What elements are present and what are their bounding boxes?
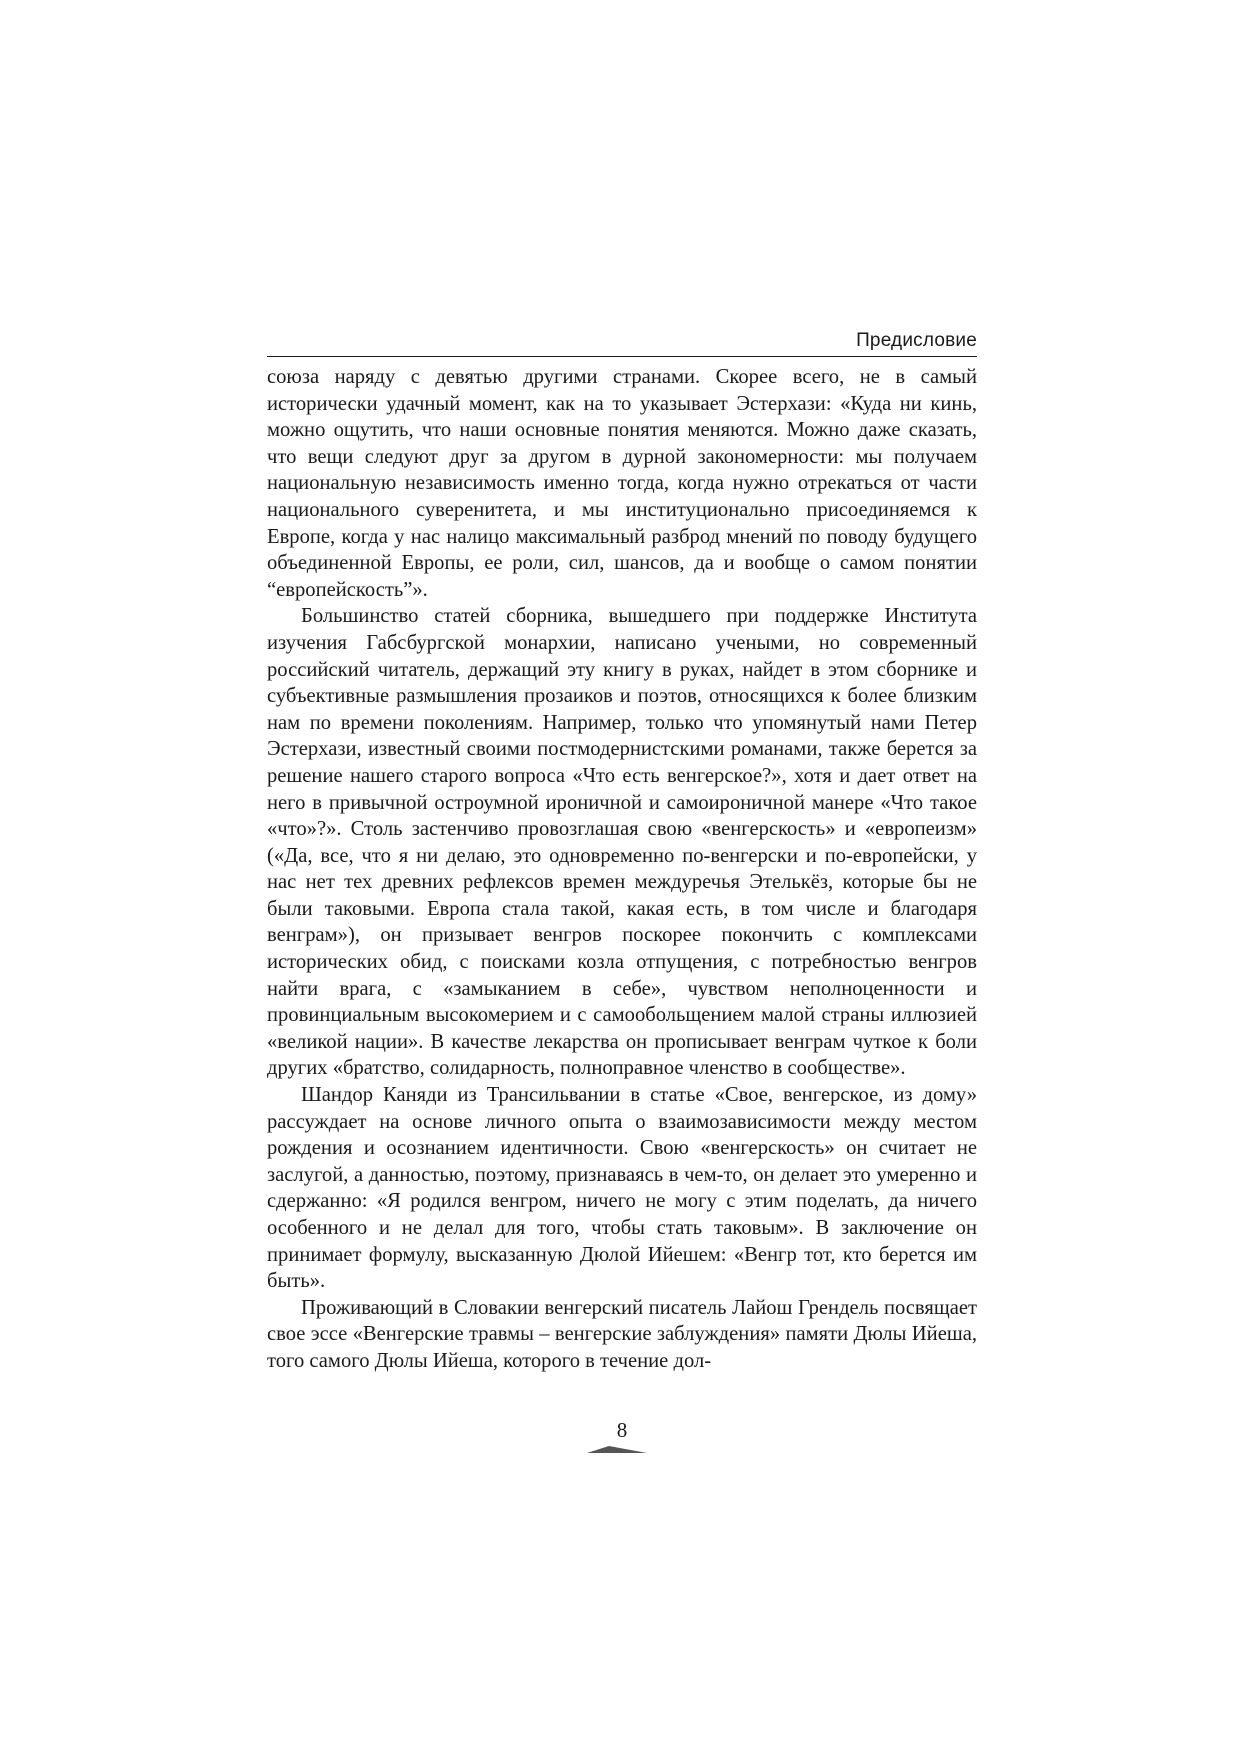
paragraph-2: Большинство статей сборника, вышедшего при поддержке Института изучения Габсбургской монархии, написано учеными, но современный российский читатель, держащий эту книгу в руках, найдет в этом сборнике и субъективные размышления прозаиков и поэтов, относящихся к более близким нам по времени поколениям. Например, только что упомянутый нами Петер Эстерхази, известный своими постмодернистскими романами, также берется за решение нашего старого вопроса «Что есть венгерское?», хотя и дает ответ на него в привычной остроумной ироничной и самоироничной манере «Что такое «что»?». Столь застенчиво провозглашая свою «венгерскость» и «европеизм» («Да, все, что я ни делаю, это одновременно по-венгерски и по-европейски, у нас нет тех древних рефлексов времен междуречья Этелькёз, которые бы не были таковыми. Европа стала такой, какая есть, в том числе и благодаря венграм»), он призывает венгров поскорее покончить с комплексами исторических обид, с поисками козла отпущения, с потребностью венгров найти врага, с «замыканием в себе», чувством неполноценности и провинциальным высокомерием и с самообольщением малой страны иллюзией «великой нации». В качестве лекарства он прописывает венграм чуткое к боли других «братство, солидарность, полноправное членство в сообществе». xyxy=(267,605,977,1080)
paragraph-3: Шандор Каняди из Трансильвании в статье «Свое, венгерское, из дому» рассуждает на основе личного опыта о взаимозависимости между местом рождения и осознанием идентичности. Свою «венгерскость» он считает не заслугой, а данностью, поэтому, признаваясь в чем-то, он делает это умеренно и сдержанно: «Я родился венгром, ничего не могу с этим поделать, да ничего особенного и не делал для того, чтобы стать таковым». В заключение он принимает формулу, высказанную Дюлой Ийешем: «Венгр тот, кто берется им быть». xyxy=(267,1084,977,1293)
page-number: 8 xyxy=(616,1418,628,1442)
running-header xyxy=(267,326,977,357)
body-text xyxy=(267,364,977,1375)
running-header-title: Предисловие xyxy=(856,330,977,351)
paragraph-1: союза наряду с девятью другими странами. Скорее всего, не в самый исторически удачный момент, как на то указывает Эстерхази: «Куда ни кинь, можно ощутить, что наши основные понятия меняются. Можно даже сказать, что вещи следуют друг за другом в дурной закономерности: мы получаем национальную независимость именно тогда, когда нужно отрекаться от части национального суверенитета, и мы институционально присоединяемся к Европе, когда у нас налицо максимальный разброд мнений по поводу будущего объединенной Европы, ее роли, сил, шансов, да и вообще о самом понятии “европейскость”». xyxy=(267,366,977,601)
paragraph-4: Проживающий в Словакии венгерский писатель Лайош Грендель посвящает свое эссе «Венгерские травмы – венгерские заблуждения» памяти Дюлы Ийеша, того самого Дюлы Ийеша, которого в течение дол- xyxy=(267,1296,977,1372)
page-number-ornament xyxy=(587,1446,647,1454)
document-page xyxy=(267,0,977,1755)
